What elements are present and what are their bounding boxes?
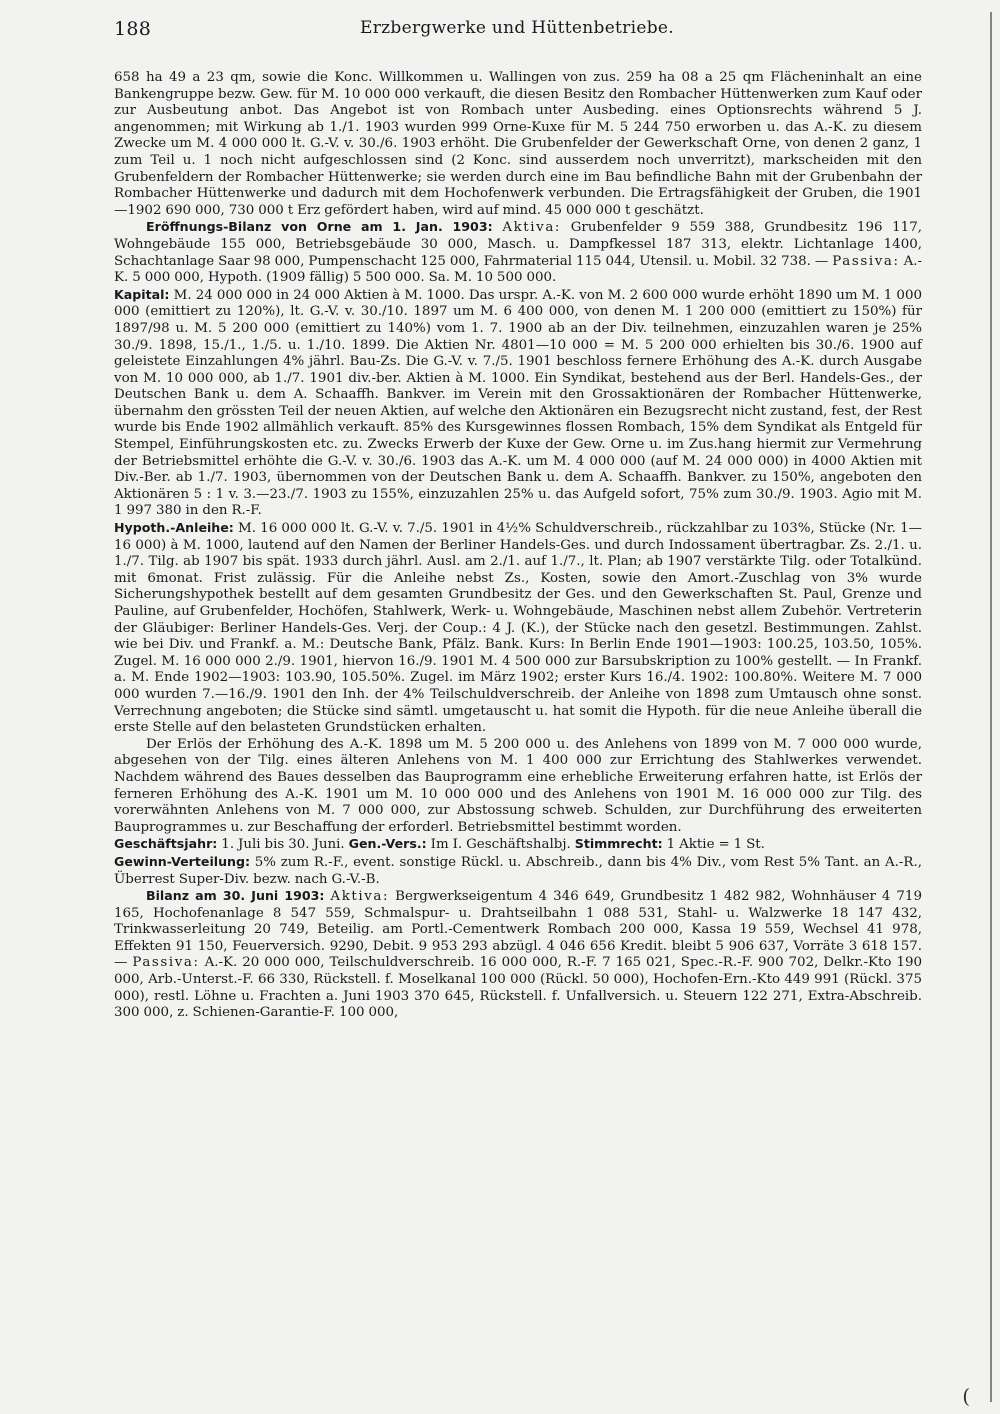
- section-text: 5% zum R.-F., event. sonstige Rückl. u. Abschreib., dann bis 4% Div., vom Rest 5% Tant. an A.-R., Überrest Super-Div. bezw. nach G.-V.-B.: [114, 854, 922, 887]
- paragraph-kapital: [114, 287, 922, 520]
- section-heading: Gen.-Vers.:: [348, 836, 427, 852]
- section-text: 1 Aktie = 1 St.: [666, 837, 765, 853]
- section-text: Im I. Geschäftshalbj.: [430, 837, 571, 853]
- paragraph-hypoth-anleihe: [114, 520, 922, 737]
- section-heading: Bilanz am 30. Juni 1903:: [146, 888, 325, 904]
- aktiva-label: Aktiva:: [330, 889, 390, 905]
- aktiva-text: Grubenfelder 9 559 388, Grundbesitz 196 117, Wohngebäude 155 000, Betriebsgebäude 30 000, Masch. u. Dampfkessel 187 313, elektr. Lichtanlage 1400, Schachtanlage Saar 98 000, Pumpenschacht 125 000, Fahrmaterial 115 044, Utensil. u. Mobil. 32 738. —: [114, 220, 922, 269]
- paragraph-gewinn-verteilung: [114, 854, 922, 888]
- section-heading: Eröffnungs-Bilanz von Orne am 1. Jan. 1903:: [146, 219, 493, 235]
- section-text: M. 24 000 000 in 24 000 Aktien à M. 1000. Das urspr. A.-K. von M. 2 600 000 wurde erhöht 1890 um M. 1 000 000 (emittiert zu 120%), lt. G.-V. v. 30./10. 1897 um M. 6 400 000, von denen M. 1 200 000 (emittiert zu 150%) für 1897/98 u. M. 5 200 000 (emittiert zu 140%) vom 1. 7. 1900 ab an der Div. teilnehmen, einzuzahlen waren je 25% 30./9. 1898, 15./1., 1./5. u. 1./10. 1899. Die Aktien Nr. 4801—10 000 = M. 5 200 000 erhielten bis 30./6. 1900 auf geleistete Einzahlungen 4% jährl. Bau-Zs. Die G.-V. v. 7./5. 1901 beschloss fernere Erhöhung des A.-K. durch Ausgabe von M. 10 000 000, ab 1./7. 1901 div.-ber. Aktien à M. 1000. Ein Syndikat, bestehend aus der Berl. Handels-Ges., der Deutschen Bank u. dem A. Schaaffh. Bankver. im Verein mit den Grossaktionären der Rombacher Hüttenwerke, übernahm den grössten Teil der neuen Aktien, auf welche den Aktionären ein Bezugsrecht nicht zustand, fest, der Rest wurde bis Ende 1902 allmählich verkauft. 85% des Kursgewinnes flossen Rombach, 15% dem Syndikat als Entgeld für Stempel, Einführungskosten etc. zu. Zwecks Erwerb der Kuxe der Gew. Orne u. im Zus.hang hiermit zur Vermehrung der Betriebsmittel erhöhte die G.-V. v. 30./6. 1903 das A.-K. um M. 4 000 000 (auf M. 24 000 000) in 4000 Aktien mit Div.-Ber. ab 1./7. 1903, übernommen von der Deutschen Bank u. dem A. Schaaffh. Bankver. zu 150%, angeboten den Aktionären 5 : 1 v. 3.—23./7. 1903 zu 155%, einzuzahlen 25% u. das Aufgeld sofort, 75% zum 30./9. 1903. Agio mit M. 1 997 380 in den R.-F.: [114, 287, 922, 519]
- paragraph-orne-acquisition: 658 ha 49 a 23 qm, sowie die Konc. Willkommen u. Wallingen von zus. 259 ha 08 a 25 qm Flächeninhalt an eine Bankengruppe bezw. Gew. für M. 10 000 000 verkauft, die diesen Besitz den Rombacher Hüttenwerken zum Kauf oder zur Ausbeutung anbot. Das Angebot ist von Rombach unter Ausbeding. eines Optionsrechts während 5 J. angenommen; mit Wirkung ab 1./1. 1903 wurden 999 Orne-Kuxe für M. 5 244 750 erworben u. das A.-K. zu diesem Zwecke um M. 4 000 000 lt. G.-V. v. 30./6. 1903 erhöht. Die Grubenfelder der Gewerkschaft Orne, von denen 2 ganz, 1 zum Teil u. 1 noch nicht aufgeschlossen sind (2 Konc. sind ausserdem noch unverritzt), markscheiden mit den Grubenfeldern der Rombacher Hüttenwerke; sie werden durch eine im Bau befindliche Bahn mit der Grubenbahn der Rombacher Hüttenwerke und dadurch mit dem Hochofenwerk verbunden. Die Ertragsfähigkeit der Gruben, die 1901—1902 690 000, 730 000 t Erz gefördert haben, wird auf mind. 45 000 000 t geschätzt.: [114, 70, 922, 218]
- section-heading: Gewinn-Verteilung:: [114, 853, 251, 869]
- page-number: 188: [114, 18, 152, 40]
- running-head: Erzbergwerke und Hüttenbetriebe.: [360, 18, 674, 38]
- aktiva-label: Aktiva:: [502, 220, 562, 236]
- scan-corner-mark: (: [962, 1384, 970, 1408]
- paragraph-erloes: Der Erlös der Erhöhung des A.-K. 1898 um M. 5 200 000 u. des Anlehens von 1899 von M. 7 000 000 wurde, abgesehen von der Tilg. eines älteren Anlehens von M. 1 400 000 zur Errichtung des Stahlwerkes verwendet. Nachdem während des Baues desselben das Bauprogramm eine erhebliche Erweiterung erfahren hatte, ist Erlös der ferneren Erhöhung des A.-K. 1901 um M. 10 000 000 und des Anlehens von 1901 M. 16 000 000 zur Tilg. des vorerwähnten Anlehens von M. 7 000 000, zur Abstossung schweb. Schulden, zur Durchführung des erweiterten Bauprogrammes u. zur Beschaffung der erforderl. Betriebsmittel bestimmt worden.: [114, 736, 922, 835]
- section-heading: Geschäftsjahr:: [114, 836, 218, 852]
- paragraph-bilanz: [114, 888, 922, 1022]
- section-heading: Stimmrecht:: [574, 836, 663, 852]
- passiva-label: Passiva:: [832, 253, 900, 269]
- section-text: 1. Juli bis 30. Juni.: [221, 837, 345, 853]
- passiva-text: A.-K. 5 000 000, Hypoth. (1909 fällig) 5 500 000. Sa. M. 10 500 000.: [114, 253, 923, 286]
- scan-edge-line: [990, 12, 992, 1402]
- section-heading: Kapital:: [114, 286, 170, 302]
- page-header: [114, 18, 920, 48]
- aktiva-text: Bergwerkseigentum 4 346 649, Grundbesitz 1 482 982, Wohnhäuser 4 719 165, Hochofenanlage 8 547 559, Schmalspur- u. Drahtseilbahn 1 088 531, Stahl- u. Walzwerke 18 147 432, Trinkwasserleitung 20 749, Beteilig. am Portl.-Cementwerk Rombach 200 000, Kassa 19 559, Wechsel 41 978, Effekten 91 150, Feuerversich. 9290, Debit. 9 953 293 abzügl. 4 046 656 Kredit. bleibt 5 906 637, Vorräte 3 618 157. —: [114, 889, 922, 971]
- passiva-text: A.-K. 20 000 000, Teilschuldverschreib. 16 000 000, R.-F. 7 165 021, Spec.-R.-F. 900 702, Delkr.-Kto 190 000, Arb.-Unterst.-F. 66 330, Rückstell. f. Moselkanal 100 000 (Rückl. 50 000), Hochofen-Ern.-Kto 449 991 (Rückl. 375 000), restl. Löhne u. Frachten a. Juni 1903 370 645, Rückstell. f. Unfallversich. u. Steuern 122 271, Extra-Abschreib. 300 000, z. Schienen-Garantie-F. 100 000,: [114, 955, 922, 1021]
- section-heading: Hypoth.-Anleihe:: [114, 520, 234, 536]
- paragraph-opening-balance: [114, 219, 922, 286]
- section-text: M. 16 000 000 lt. G.-V. v. 7./5. 1901 in 4½% Schuldverschreib., rückzahlbar zu 103%, Stücke (Nr. 1—16 000) à M. 1000, lautend auf den Namen der Berliner Handels-Ges. und durch Indossament übertragbar. Zs. 2./1. u. 1./7. Tilg. ab 1907 bis spät. 1933 durch jährl. Ausl. am 2./1. auf 1./7., lt. Plan; ab 1907 verstärkte Tilg. oder Totalkünd. mit 6monat. Frist zulässig. Für die Anleihe nebst Zs., Kosten, sowie den Amort.-Zuschlag von 3% wurde Sicherungshypothek bestellt auf dem gesamten Grundbesitz der Ges. und den Gewerkschaften St. Paul, Grenze und Pauline, auf Grubenfelder, Hochöfen, Stahlwerk, Werk- u. Wohngebäude, Maschinen nebst allem Zubehör. Vertreterin der Gläubiger: Berliner Handels-Ges. Verj. der Coup.: 4 J. (K.), der Stücke nach den gesetzl. Bestimmungen. Zahlst. wie bei Div. und Frankf. a. M.: Deutsche Bank, Pfälz. Bank. Kurs: In Berlin Ende 1901—1903: 100.25, 103.50, 105%. Zugel. M. 16 000 000 2./9. 1901, hiervon 16./9. 1901 M. 4 500 000 zur Barsubskription zu 100% gestellt. — In Frankf. a. M. Ende 1902—1903: 103.90, 105.50%. Zugel. im März 1902; erster Kurs 16./4. 1902: 100.80%. Weitere M. 7 000 000 wurden 7.—16./9. 1901 den Inh. der 4% Teilschuldverschreib. der Anleihe von 1898 zum Umtausch ohne sonst. Verrechnung angeboten; die Stücke sind sämtl. umgetauscht u. hat somit die Hypoth. für die neue Anleihe überall die erste Stelle auf den belasteten Grundstücken erhalten.: [114, 521, 922, 736]
- paragraph-geschaeftsjahr: [114, 836, 922, 854]
- body-text: [114, 70, 922, 1022]
- passiva-label: Passiva:: [132, 955, 200, 971]
